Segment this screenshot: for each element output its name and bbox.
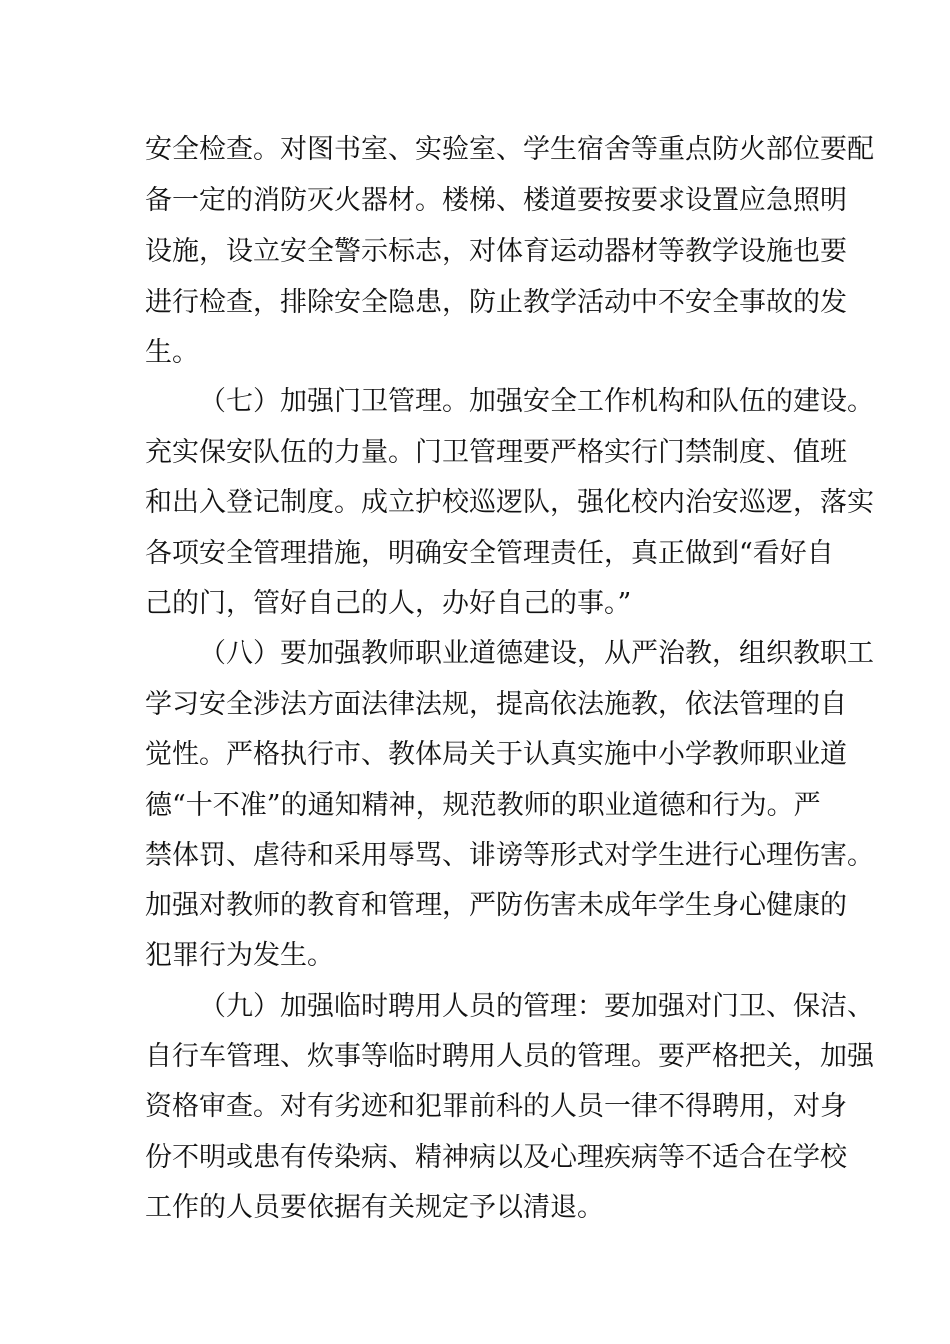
text-line: 各项安全管理措施，明确安全管理责任，真正做到“看好自	[145, 538, 834, 569]
text-line: 份不明或患有传染病、精神病以及心理疾病等不适合在学校	[145, 1142, 847, 1173]
text-line: 学习安全涉法方面法律法规，提高依法施教，依法管理的自	[145, 689, 847, 720]
text-line: 备一定的消防灭火器材。楼梯、楼道要按要求设置应急照明	[145, 185, 847, 216]
text-line: 自行车管理、炊事等临时聘用人员的管理。要严格把关，加强	[145, 1041, 874, 1072]
text-line: 生。	[145, 337, 199, 368]
text-line: （八）要加强教师职业道德建设，从严治教，组织教职工	[199, 638, 874, 669]
text-line: 进行检查，排除安全隐患，防止教学活动中不安全事故的发	[145, 287, 847, 318]
text-line: 觉性。严格执行市、教体局关于认真实施中小学教师职业道	[145, 739, 847, 770]
text-line: 德“十不准”的通知精神，规范教师的职业道德和行为。严	[145, 790, 821, 821]
text-line: 犯罪行为发生。	[145, 940, 334, 971]
text-line: （七）加强门卫管理。加强安全工作机构和队伍的建设。	[199, 386, 874, 417]
text-line: 充实保安队伍的力量。门卫管理要严格实行门禁制度、值班	[145, 437, 847, 468]
text-line: 设施，设立安全警示标志，对体育运动器材等教学设施也要	[145, 236, 847, 267]
text-line: 己的门，管好自己的人，办好自己的事。”	[145, 588, 632, 619]
text-line: 和出入登记制度。成立护校巡逻队，强化校内治安巡逻，落实	[145, 487, 874, 518]
text-line: 资格审查。对有劣迹和犯罪前科的人员一律不得聘用，对身	[145, 1091, 847, 1122]
text-line: 安全检查。对图书室、实验室、学生宿舍等重点防火部位要配	[145, 134, 874, 165]
text-line: 工作的人员要依据有关规定予以清退。	[145, 1192, 604, 1223]
text-line: 禁体罚、虐待和采用辱骂、诽谤等形式对学生进行心理伤害。	[145, 840, 874, 871]
text-line: （九）加强临时聘用人员的管理：要加强对门卫、保洁、	[199, 991, 874, 1022]
text-line: 加强对教师的教育和管理，严防伤害未成年学生身心健康的	[145, 890, 847, 921]
